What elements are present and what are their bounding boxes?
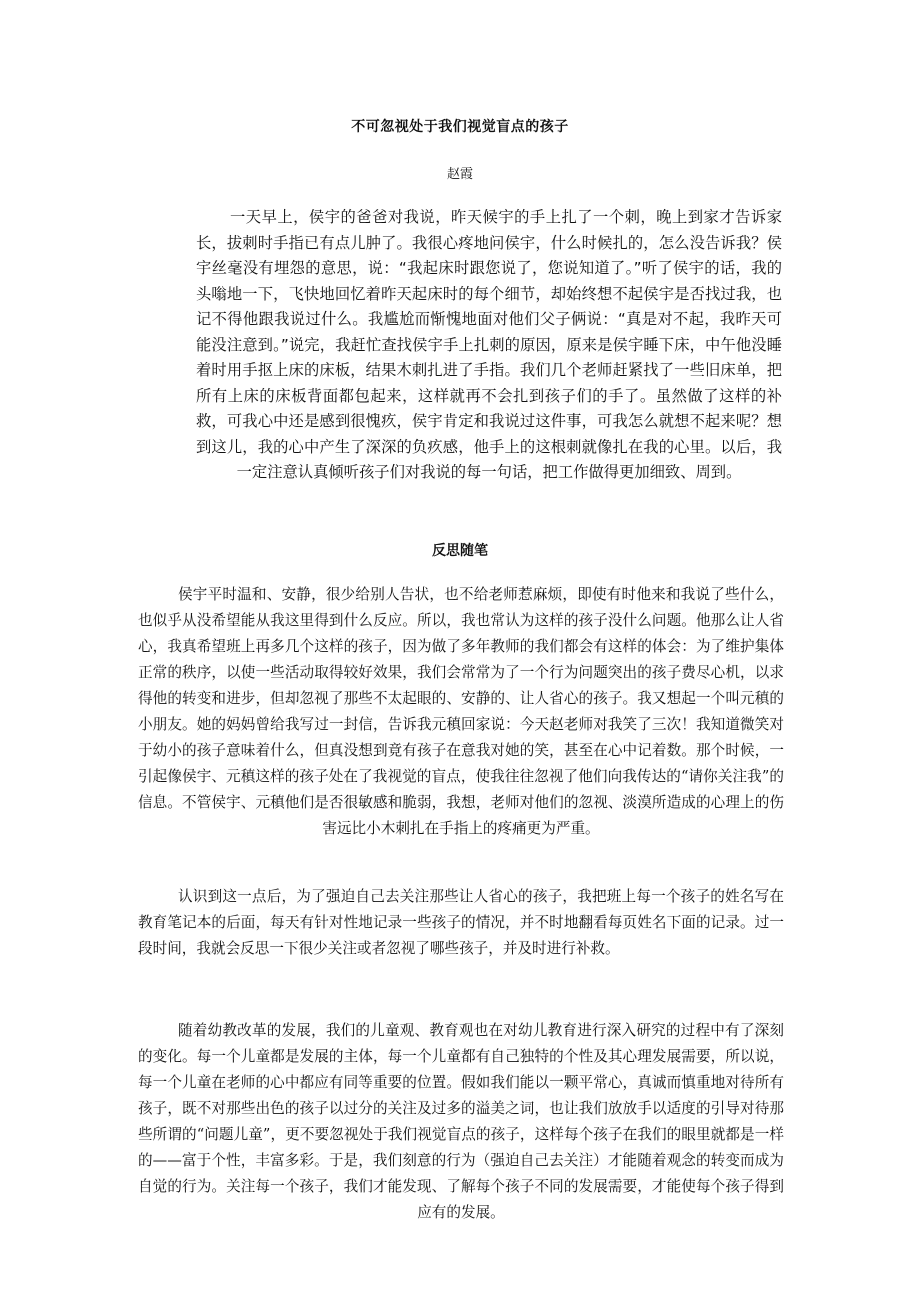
reflection-paragraph-1: 侯宇平时温和、安静，很少给别人告状，也不给老师惹麻烦，即使有时他来和我说了些什么，也似乎从没希望能从我这里得到什么反应。所以，我也常认为这样的孩子没什么问题。他那么让人省心，我真希望班上再多几个这样的孩子，因为做了多年教师的我们都会有这样的体会：为了维护集体正常的秩序，以使一些活动取得较好效果，我们会常常为了一个行为问题突出的孩子费尽心机，以求得他的转变和进步，但却忽视了那些不太起眼的、安静的、让人省心的孩子。我又想起一个叫元稹的小朋友。她的妈妈曾给我写过一封信，告诉我元稹回家说：今天赵老师对我笑了三次！我知道微笑对于幼小的孩子意味着什么，但真没想到竟有孩子在意我对她的笑，甚至在心中记着数。那个时候，一引起像侯宇、元稹这样的孩子处在了我视觉的盲点，使我往往忽视了他们向我传达的“请你关注我”的信息。不管侯宇、元稹他们是否很敏感和脆弱，我想，老师对他们的忽视、淡漠所造成的心理上的伤害远比小木刺扎在手指上的疼痛更为严重。 — [138, 586, 784, 837]
reflection-paragraph-2: 认识到这一点后，为了强迫自己去关注那些让人省心的孩子，我把班上每一个孩子的姓名写在教育笔记本的后面，每天有针对性地记录一些孩子的情况，并不时地翻看每页姓名下面的记录。过一段时间，我就会反思一下很少关注或者忽视了哪些孩子，并及时进行补救。 — [138, 888, 784, 957]
document-author: 赵霞 — [446, 167, 473, 182]
document-title: 不可忽视处于我们视觉盲点的孩子 — [351, 119, 569, 135]
reflection-paragraph-3: 随着幼教改革的发展，我们的儿童观、教育观也在对幼儿教育进行深入研究的过程中有了深刻的变化。每一个儿童都是发展的主体，每一个儿童都有自己独特的个性及其心理发展需要，所以说，每一个儿童在老师的心中都应有同等重要的位置。假如我们能以一颗平常心，真诚而慎重地对待所有孩子，既不对那些出色的孩子以过分的关注及过多的溢美之词，也让我们放放手以适度的引导对待那些所谓的“问题儿童”，更不要忽视处于我们视觉盲点的孩子，这样每个孩子在我们的眼里就都是一样的——富于个性，丰富多彩。于是，我们刻意的行为（强迫自己去关注）才能随着观念的转变而成为自觉的行为。关注每一个孩子，我们才能发现、了解每个孩子不同的发展需要，才能使每个孩子得到应有的发展。 — [138, 1022, 784, 1221]
section-heading: 反思随笔 — [432, 543, 488, 559]
story-paragraph: 一天早上，侯宇的爸爸对我说，昨天候宇的手上扎了一个刺，晚上到家才告诉家长，拔刺时手指已有点儿肿了。我很心疼地问侯宇，什么时候扎的，怎么没告诉我？侯宇丝毫没有埋怨的意思，说：“我起床时跟您说了，您说知道了。”听了侯宇的话，我的头嗡地一下，飞快地回忆着昨天起床时的每个细节，却始终想不起侯宇是否找过我，也记不得他跟我说过什么。我尴尬而惭愧地面对他们父子俩说：“真是对不起，我昨天可能没注意到。”说完，我赶忙查找侯宇手上扎刺的原因，原来是侯宇睡下床，中午他没睡着时用手抠上床的床板，结果木刺扎进了手指。我们几个老师赶紧找了一些旧床单，把所有上床的床板背面都包起来，这样就再不会扎到孩子们的手了。虽然做了这样的补救，可我心中还是感到很愧疚，侯宇肯定和我说过这件事，可我怎么就想不起来呢？想到这儿，我的心中产生了深深的负疚感，他手上的这根刺就像扎在我的心里。以后，我一定注意认真倾听孩子们对我说的每一句话，把工作做得更加细致、周到。 — [196, 208, 782, 481]
